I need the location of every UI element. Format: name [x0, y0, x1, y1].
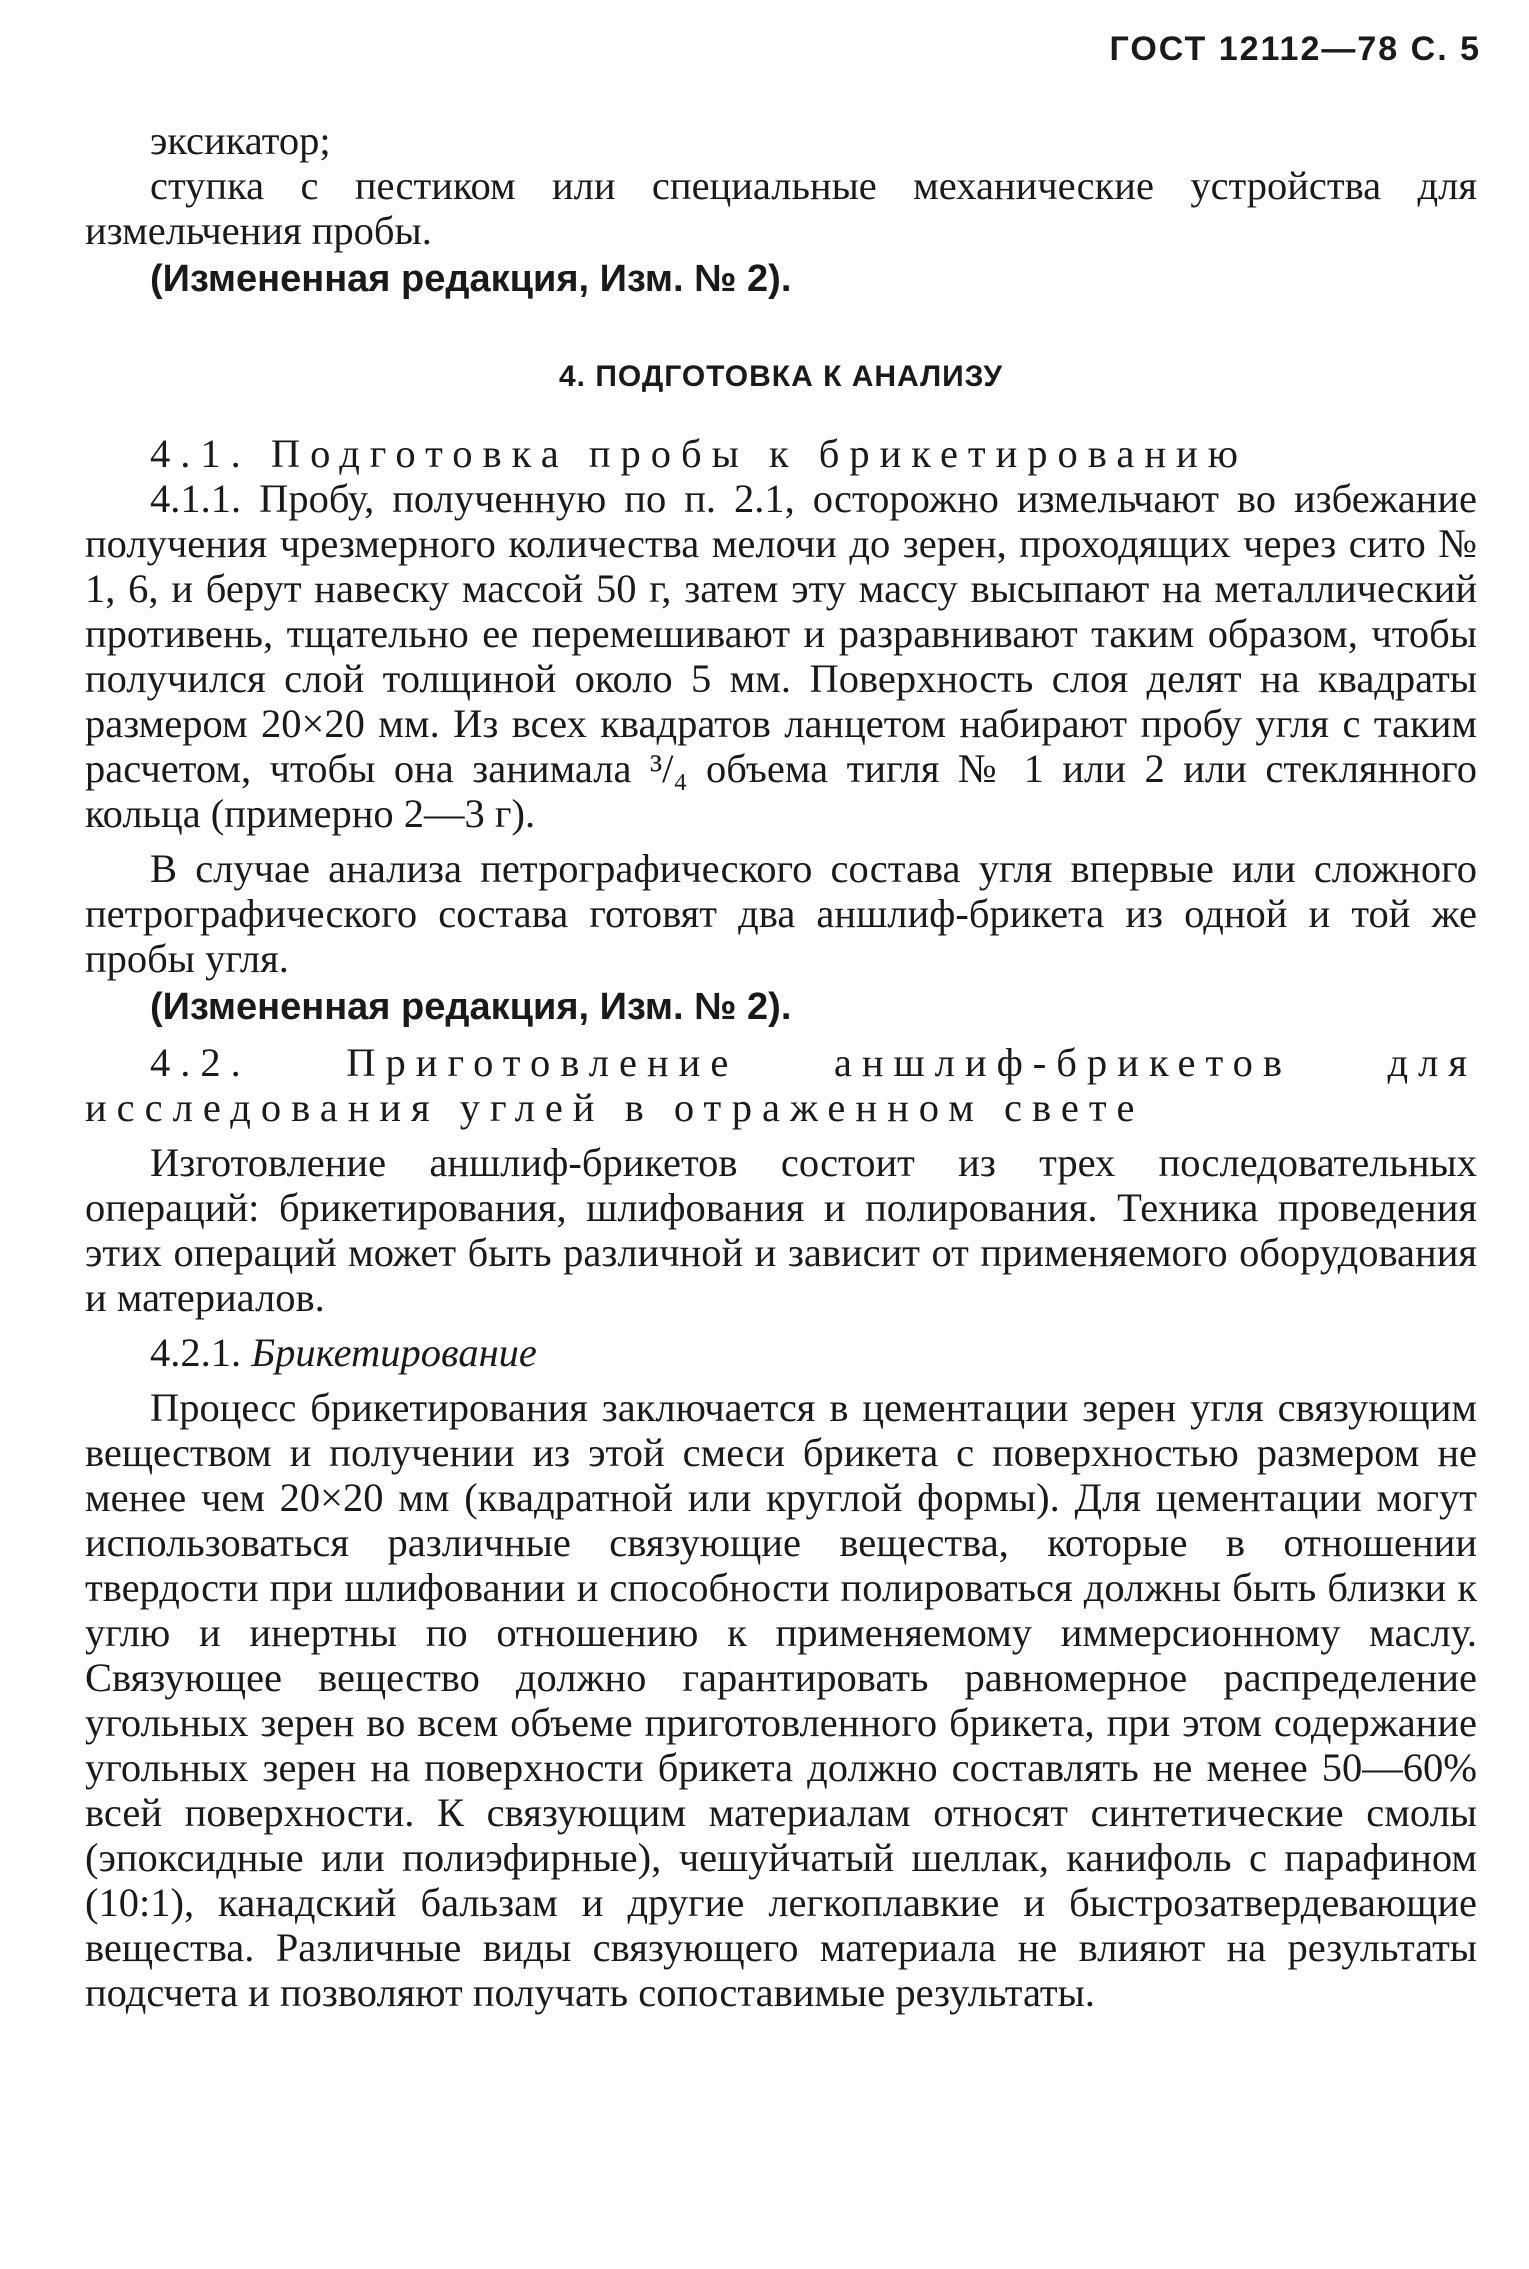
subsection-heading-4-2-1: [85, 1330, 1477, 1375]
subsection-number: 4.2.1.: [150, 1330, 242, 1375]
subsection-title: Брикетирование: [251, 1330, 537, 1375]
subsection-heading-4-2: 4.2. Приготовление аншлиф-брикетов для исследования углей в отраженном свете: [85, 1040, 1477, 1130]
paragraph-4-1-1: 4.1.1. Пробу, полученную по п. 2.1, осторожно измельчают во избежание получения чрезмерного количества мелочи до зерен, проходящих через сито № 1, 6, и берут навеску массой 50 г, затем эту массу высыпают на металлический противень, тщательно ее перемешивают и разравнивают таким образом, чтобы получился слой толщиной около 5 мм. Поверхность слоя делят на квадраты размером 20×20 мм. Из всех квадратов ланцетом набирают пробу угля с таким расчетом, чтобы она занимала ³/₄ объема тигля № 1 или 2 или стеклянного кольца (примерно 2—3 г).: [85, 476, 1477, 836]
list-item-stupka: ступка с пестиком или специальные механические устройства для измельчения пробы.: [85, 163, 1477, 253]
section-heading: 4. ПОДГОТОВКА К АНАЛИЗУ: [559, 360, 1003, 393]
paragraph-petrographic-case: В случае анализа петрографического состава угля впервые или сложного петрографического состава готовят два аншлиф-брикета из одной и той же пробы угля.: [85, 846, 1477, 981]
running-head: ГОСТ 12112—78 С. 5: [1109, 30, 1481, 68]
paragraph-briquetting-process: Процесс брикетирования заключается в цементации зерен угля связующим веществом и получении из этой смеси брикета с поверхностью размером не менее чем 20×20 мм (квадратной или круглой формы). Для цементации могут использоваться различные связующие вещества, которые в отношении твердости при шлифовании и способности полироваться должны быть близки к углю и инертны по отношению к применяемому иммерсионному маслу. Связующее вещество должно гарантировать равномерное распределение угольных зерен во всем объеме приготовленного брикета, при этом содержание угольных зерен на поверхности брикета должно составлять не менее 50—60% всей поверхности. К связующим материалам относят синтетические смолы (эпоксидные или полиэфирные), чешуйчатый шеллак, канифоль с парафином (10:1), канадский бальзам и другие легкоплавкие и быстрозатвердевающие вещества. Различные виды связующего материала не влияют на результаты подсчета и позволяют получать сопоставимые результаты.: [85, 1385, 1477, 2015]
amendment-note: (Измененная редакция, Изм. № 2).: [150, 986, 792, 1028]
list-item-exsikator: эксикатор;: [150, 118, 331, 163]
subsection-heading-4-1: 4.1. Подготовка пробы к брикетированию: [150, 431, 1248, 476]
document-body: [85, 118, 1477, 2015]
amendment-note: (Измененная редакция, Изм. № 2).: [150, 258, 792, 300]
paragraph-manufacture: Изготовление аншлиф-брикетов состоит из трех последовательных операций: брикетирования, шлифования и полирования. Техника проведения этих операций может быть различной и зависит от применяемого оборудования и материалов.: [85, 1140, 1477, 1320]
